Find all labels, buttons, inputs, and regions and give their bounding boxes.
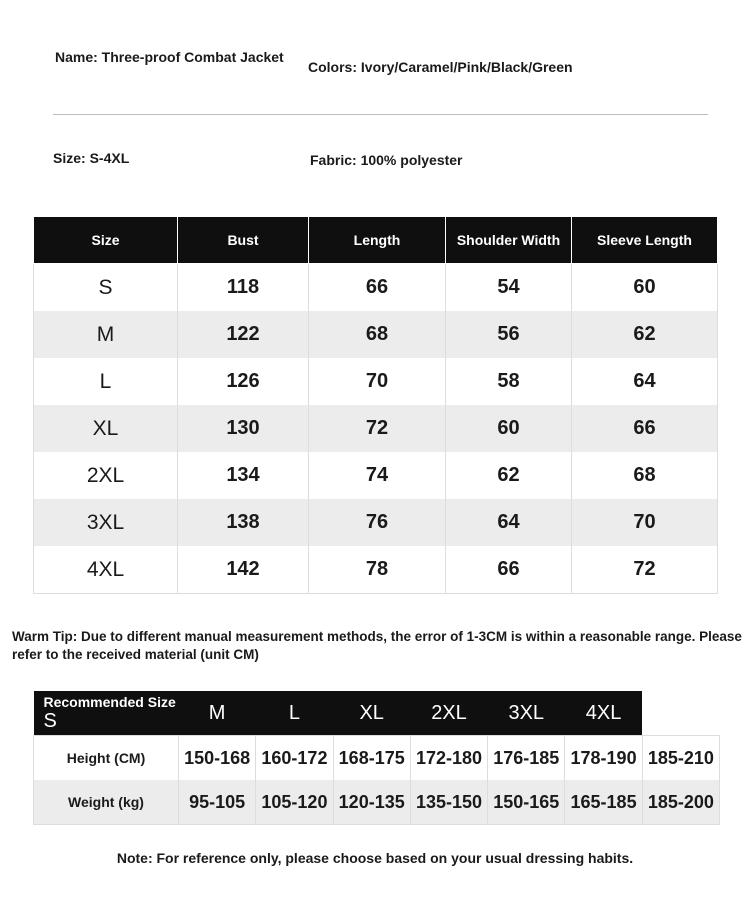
table-row — [34, 546, 718, 594]
table-row — [34, 264, 718, 312]
rec-size-2xl: 2XL — [410, 691, 487, 736]
rec-size-xl: XL — [333, 691, 410, 736]
weight-cell: 120-135 — [333, 780, 410, 825]
product-name: Name: Three-proof Combat Jacket — [55, 49, 284, 65]
cell-sleeve: 64 — [572, 358, 718, 405]
cell-bust: 126 — [178, 358, 309, 405]
cell-shoulder: 58 — [446, 358, 572, 405]
header-sleeve-length: Sleeve Length — [572, 217, 718, 264]
height-cell: 185-210 — [642, 736, 719, 781]
cell-shoulder: 66 — [446, 546, 572, 594]
cell-length: 72 — [309, 405, 446, 452]
cell-length: 74 — [309, 452, 446, 499]
cell-size: XL — [34, 405, 178, 452]
header-size: Size — [34, 217, 178, 264]
height-cell: 168-175 — [333, 736, 410, 781]
weight-cell: 165-185 — [565, 780, 642, 825]
cell-bust: 142 — [178, 546, 309, 594]
rec-size-4xl: 4XL — [565, 691, 642, 736]
table-row — [34, 311, 718, 358]
header-shoulder-width: Shoulder Width — [446, 217, 572, 264]
height-cell: 160-172 — [256, 736, 333, 781]
cell-size: 4XL — [34, 546, 178, 594]
cell-length: 66 — [309, 264, 446, 312]
table-row — [34, 499, 718, 546]
cell-size: L — [34, 358, 178, 405]
table-row — [34, 405, 718, 452]
height-cell: 150-168 — [179, 736, 256, 781]
weight-cell: 185-200 — [642, 780, 719, 825]
cell-bust: 134 — [178, 452, 309, 499]
size-chart-header-row — [34, 217, 718, 264]
cell-size: M — [34, 311, 178, 358]
cell-sleeve: 68 — [572, 452, 718, 499]
cell-size: S — [34, 264, 178, 312]
weight-label: Weight (kg) — [34, 780, 179, 825]
cell-sleeve: 62 — [572, 311, 718, 358]
table-row — [34, 358, 718, 405]
cell-length: 76 — [309, 499, 446, 546]
product-colors: Colors: Ivory/Caramel/Pink/Black/Green — [308, 59, 573, 75]
cell-length: 70 — [309, 358, 446, 405]
height-row — [34, 736, 720, 781]
cell-shoulder: 54 — [446, 264, 572, 312]
header-bust: Bust — [178, 217, 309, 264]
cell-shoulder: 62 — [446, 452, 572, 499]
cell-bust: 138 — [178, 499, 309, 546]
recommended-size-label-text: Recommended Size — [43, 693, 176, 710]
recommended-size-label — [34, 691, 179, 736]
footnote: Note: For reference only, please choose based on your usual dressing habits. — [116, 850, 634, 866]
recommended-header-row — [34, 691, 720, 736]
table-row — [34, 452, 718, 499]
weight-cell: 135-150 — [410, 780, 487, 825]
rec-size-l: L — [256, 691, 333, 736]
cell-size: 3XL — [34, 499, 178, 546]
height-cell: 172-180 — [410, 736, 487, 781]
recommended-size-table — [33, 691, 720, 825]
cell-shoulder: 60 — [446, 405, 572, 452]
header-length: Length — [309, 217, 446, 264]
height-cell: 178-190 — [565, 736, 642, 781]
cell-bust: 118 — [178, 264, 309, 312]
product-size-range: Size: S-4XL — [53, 150, 130, 166]
cell-sleeve: 66 — [572, 405, 718, 452]
cell-shoulder: 64 — [446, 499, 572, 546]
divider — [53, 114, 708, 115]
rec-size-3xl: 3XL — [488, 691, 565, 736]
weight-row — [34, 780, 720, 825]
height-cell: 176-185 — [488, 736, 565, 781]
cell-length: 78 — [309, 546, 446, 594]
cell-sleeve: 72 — [572, 546, 718, 594]
cell-bust: 130 — [178, 405, 309, 452]
product-fabric: Fabric: 100% polyester — [310, 152, 463, 168]
weight-cell: 95-105 — [179, 780, 256, 825]
cell-length: 68 — [309, 311, 446, 358]
weight-cell: 105-120 — [256, 780, 333, 825]
rec-size-s: S — [43, 709, 57, 732]
warm-tip: Warm Tip: Due to different manual measurement methods, the error of 1-3CM is within a reasonable range. Please refer to the received material (unit CM) — [12, 629, 742, 662]
cell-sleeve: 70 — [572, 499, 718, 546]
height-label: Height (CM) — [34, 736, 179, 781]
weight-cell: 150-165 — [488, 780, 565, 825]
rec-size-m: M — [179, 691, 256, 736]
size-chart-table — [33, 216, 718, 594]
cell-shoulder: 56 — [446, 311, 572, 358]
cell-sleeve: 60 — [572, 264, 718, 312]
cell-size: 2XL — [34, 452, 178, 499]
cell-bust: 122 — [178, 311, 309, 358]
